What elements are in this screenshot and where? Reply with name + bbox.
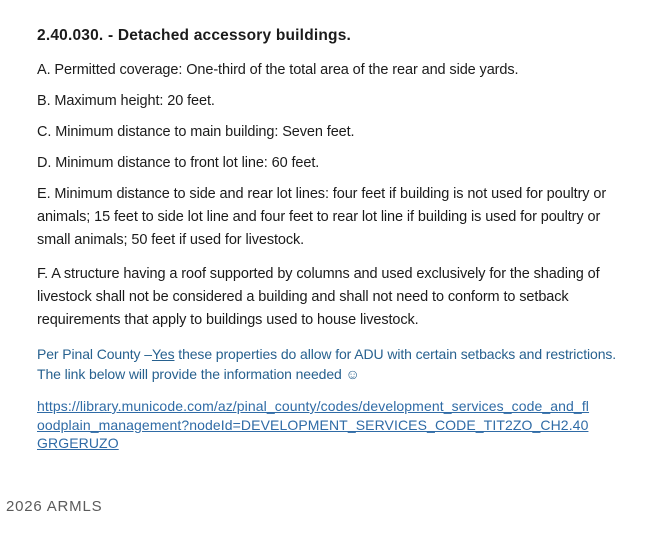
clause-d-distance-front-lot-line: D. Minimum distance to front lot line: 60 feet.	[37, 155, 320, 171]
municode-hyperlink-line-3[interactable]: GRGERUZO	[37, 435, 119, 451]
note-underlined-word: Yes	[151, 346, 175, 362]
municode-hyperlink-line-1[interactable]: https://library.municode.com/az/pinal_county/codes/development_services_code_and_fl	[37, 398, 590, 414]
clause-c-distance-main-building: C. Minimum distance to main building: Seven feet.	[37, 124, 355, 140]
agent-note	[37, 344, 623, 384]
clause-f-roof-structure-exception: F. A structure having a roof supported by columns and used exclusively for the shading of livestock shall not be considered a building and shall not need to conform to setback requirements that apply to buildings used to house livestock.	[37, 266, 600, 328]
clause-e-distance-side-rear-lot-lines: E. Minimum distance to side and rear lot lines: four feet if building is not used for poultry or animals; 15 feet to side lot line and four feet to rear lot line if building is used for poultry or small animals; 50 feet if used for livestock.	[37, 186, 607, 248]
section-heading: 2.40.030. - Detached accessory buildings.	[37, 27, 352, 44]
note-prefix: Per Pinal County –	[37, 346, 152, 362]
municode-hyperlink[interactable]	[37, 397, 623, 453]
armls-watermark: 2026 ARMLS	[6, 498, 103, 515]
smiley-icon: ☺	[345, 366, 360, 382]
note-suffix: these properties do allow for ADU with certain setbacks and restrictions. The link below will provide the information needed	[37, 346, 617, 382]
clause-b-maximum-height: B. Maximum height: 20 feet.	[37, 93, 215, 109]
municode-hyperlink-line-2[interactable]: oodplain_management?nodeId=DEVELOPMENT_SERVICES_CODE_TIT2ZO_CH2.40	[37, 416, 589, 433]
clause-a-permitted-coverage: A. Permitted coverage: One-third of the total area of the rear and side yards.	[37, 62, 519, 78]
